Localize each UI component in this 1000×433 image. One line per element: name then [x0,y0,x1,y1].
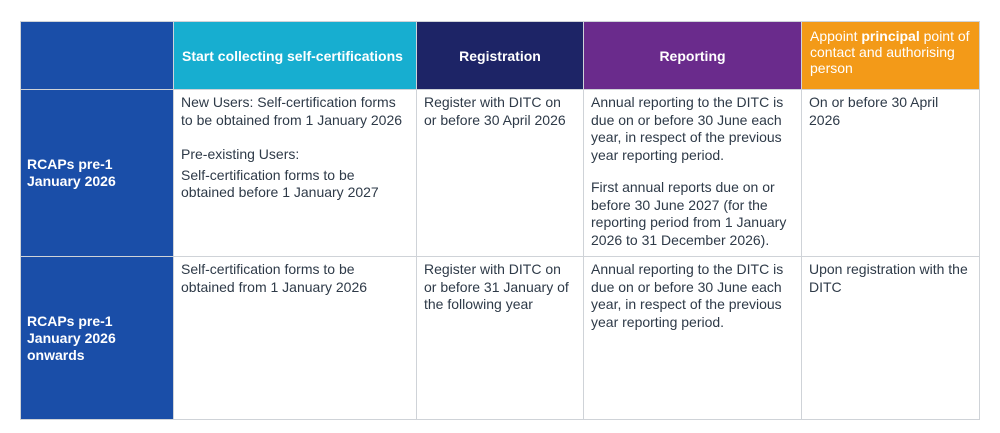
header-appoint-pre: Appoint [810,28,862,44]
collect-cell [174,90,417,257]
registration-cell: Register with DITC on or before 31 January of the following year [417,257,584,420]
header-collect-self-certifications: Start collecting self-certifications [174,22,417,90]
appoint-cell: On or before 30 April 2026 [802,90,980,257]
collect-pre-existing-text: Self-certification forms to be obtained before 1 January 2027 [181,166,379,200]
table-row [21,90,980,257]
collect-cell: Self-certification forms to be obtained from 1 January 2026 [174,257,417,420]
reporting-cell: Annual reporting to the DITC is due on or before 30 June each year, in respect of the previous year reporting period. [584,257,802,420]
timeline-table-container [20,21,980,420]
reporting-first: First annual reports due on or before 30 June 2027 (for the reporting period from 1 January 2026 to 31 December 2026). [591,179,787,248]
header-appoint-post: point of contact and authorising person [810,28,970,76]
collect-pre-existing-heading: Pre-existing Users: [181,146,300,162]
registration-cell: Register with DITC on or before 30 April 2026 [417,90,584,257]
header-reporting: Reporting [584,22,802,90]
reporting-cell [584,90,802,257]
table-row [21,257,980,420]
header-appoint-contact [802,22,980,90]
row-label: RCAPs pre-1 January 2026 [21,90,174,257]
collect-new-users: New Users: Self-certification forms to be obtained from 1 January 2026 [181,94,403,128]
header-registration: Registration [417,22,584,90]
header-corner-cell [21,22,174,90]
header-row [21,22,980,90]
header-appoint-bold: principal [861,28,920,44]
appoint-cell: Upon registration with the DITC [802,257,980,420]
reporting-annual: Annual reporting to the DITC is due on or before 30 June each year, in respect of the previous year reporting period. [591,94,784,163]
rcap-timeline-table [20,21,980,420]
row-label: RCAPs pre-1 January 2026 onwards [21,257,174,420]
